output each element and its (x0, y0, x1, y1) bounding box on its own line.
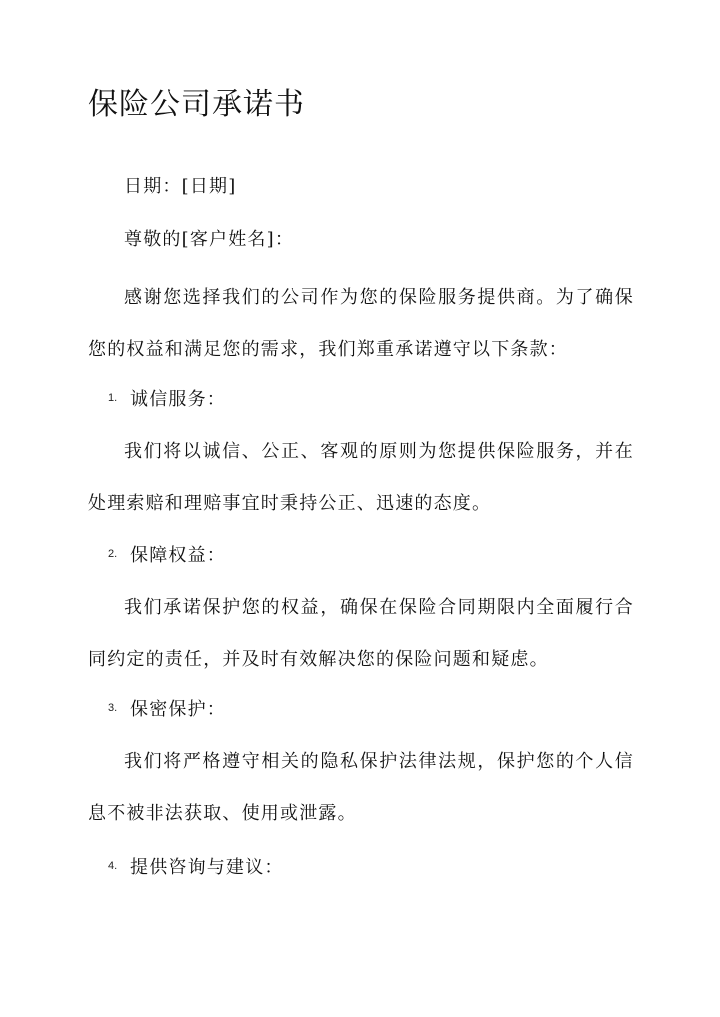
clause-number: 3. (108, 702, 118, 714)
clause-heading-2 (108, 542, 226, 566)
clause-body-3: 我们将严格遵守相关的隐私保护法律法规，保护您的个人信息不被非法获取、使用或泄露。 (88, 751, 634, 824)
clause-label: 保密保护： (130, 699, 226, 720)
date-line: 日期：[日期] (124, 176, 237, 197)
clause-heading-3 (108, 696, 226, 720)
document-title: 保险公司承诺书 (88, 87, 305, 122)
intro-paragraph: 感谢您选择我们的公司作为您的保险服务提供商。为了确保您的权益和满足您的需求，我们郑重承诺遵守以下条款： (88, 287, 634, 360)
clause-label: 提供咨询与建议： (130, 857, 284, 878)
clause-number: 2. (108, 548, 118, 560)
clause-body-1: 我们将以诚信、公正、客观的原则为您提供保险服务，并在处理索赔和理赔事宜时秉持公正、迅速的态度。 (88, 441, 634, 514)
clause-number: 1. (108, 392, 118, 404)
clause-number: 4. (108, 860, 118, 872)
clause-heading-1 (108, 386, 226, 410)
clause-heading-4 (108, 854, 284, 878)
salutation: 尊敬的[客户姓名]： (124, 229, 295, 250)
clause-label: 保障权益： (130, 545, 226, 566)
clause-body-2: 我们承诺保护您的权益，确保在保险合同期限内全面履行合同约定的责任，并及时有效解决您的保险问题和疑虑。 (88, 597, 634, 670)
clause-label: 诚信服务： (130, 389, 226, 410)
